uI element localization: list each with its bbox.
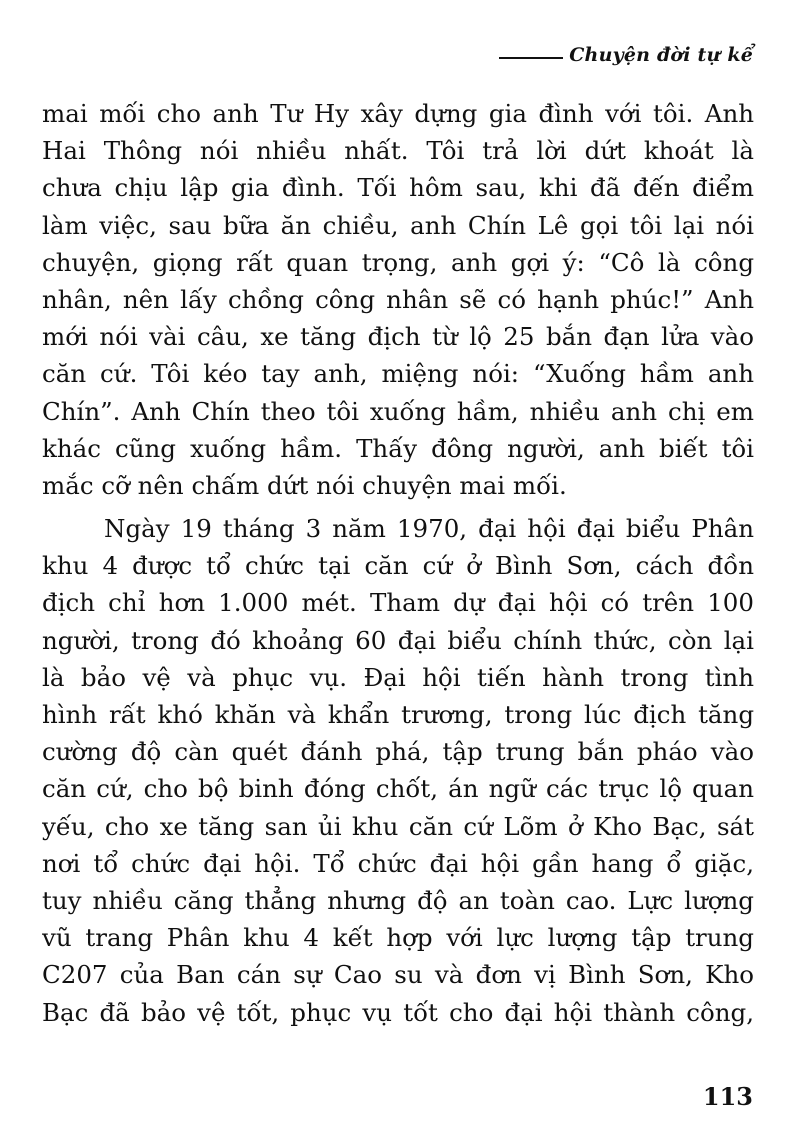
- text-line: cường độ càn quét đánh phá, tập trung bắn pháo vào: [42, 737, 754, 767]
- text-line: địch chỉ hơn 1.000 mét. Tham dự đại hội có trên 100: [42, 588, 754, 618]
- page-number: 113: [702, 1082, 753, 1111]
- text-line: chuyện, giọng rất quan trọng, anh gợi ý: “Cô là công: [42, 247, 754, 277]
- text-line: khác cũng xuống hầm. Thấy đông người, anh biết tôi: [42, 433, 754, 463]
- text-line: khu 4 được tổ chức tại căn cứ ở Bình Sơn, cách đồn: [42, 551, 754, 581]
- paragraph-2: [42, 510, 754, 1031]
- text-line: Ngày 19 tháng 3 năm 1970, đại hội đại biểu Phân: [104, 514, 754, 544]
- text-line: căn cứ, cho bộ binh đóng chốt, án ngữ các trục lộ quan: [42, 774, 754, 804]
- body-text: [42, 95, 754, 1031]
- text-line: Chín”. Anh Chín theo tôi xuống hầm, nhiều anh chị em: [42, 396, 754, 426]
- text-line: C207 của Ban cán sự Cao su và đơn vị Bình Sơn, Kho: [42, 960, 754, 990]
- text-line: mắc cỡ nên chấm dứt nói chuyện mai mối.: [42, 470, 567, 500]
- text-line: chưa chịu lập gia đình. Tối hôm sau, khi đã đến điểm: [42, 173, 754, 203]
- text-line: mới nói vài câu, xe tăng địch từ lộ 25 bắn đạn lửa vào: [42, 322, 754, 352]
- text-line: làm việc, sau bữa ăn chiều, anh Chín Lê gọi tôi lại nói: [42, 210, 754, 240]
- text-line: Bạc đã bảo vệ tốt, phục vụ tốt cho đại hội thành công,: [42, 997, 754, 1027]
- text-line: Hai Thông nói nhiều nhất. Tôi trả lời dứt khoát là: [42, 136, 754, 166]
- text-line: vũ trang Phân khu 4 kết hợp với lực lượng tập trung: [42, 923, 754, 953]
- header-rule: [499, 57, 563, 59]
- text-line: mai mối cho anh Tư Hy xây dựng gia đình với tôi. Anh: [42, 99, 754, 128]
- running-title: Chuyện đời tự kể: [569, 44, 753, 66]
- text-line: nơi tổ chức đại hội. Tổ chức đại hội gần hang ổ giặc,: [42, 848, 754, 878]
- paragraph-1: [42, 95, 754, 504]
- text-line: nhân, nên lấy chồng công nhân sẽ có hạnh phúc!” Anh: [42, 284, 754, 314]
- text-line: là bảo vệ và phục vụ. Đại hội tiến hành trong tình: [42, 662, 754, 692]
- text-line: yếu, cho xe tăng san ủi khu căn cứ Lõm ở Kho Bạc, sát: [42, 811, 754, 841]
- text-line: căn cứ. Tôi kéo tay anh, miệng nói: “Xuống hầm anh: [42, 359, 754, 389]
- text-line: tuy nhiều căng thẳng nhưng độ an toàn cao. Lực lượng: [42, 885, 754, 915]
- running-header: [499, 44, 753, 66]
- text-line: hình rất khó khăn và khẩn trương, trong lúc địch tăng: [42, 700, 754, 729]
- text-line: người, trong đó khoảng 60 đại biểu chính thức, còn lại: [42, 625, 754, 655]
